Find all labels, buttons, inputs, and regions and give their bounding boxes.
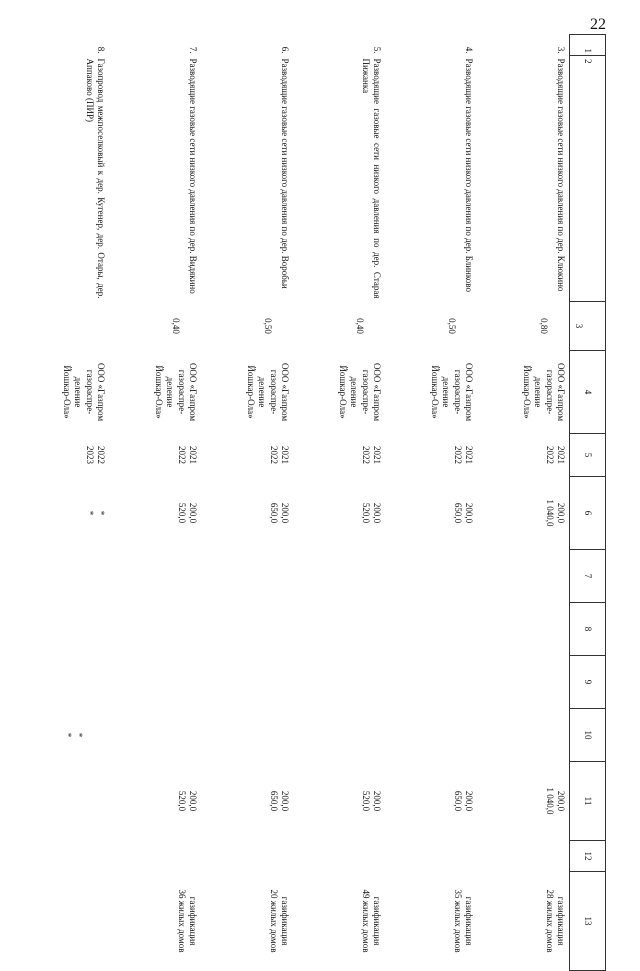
expected-result-line: газификация: [280, 896, 290, 946]
table-row: [477, 35, 570, 971]
expected-result-line: 35 жилых домов: [452, 889, 463, 953]
financing-col10-cell: [201, 709, 293, 762]
expected-result-line: газификация: [372, 896, 382, 946]
expected-result-line: 49 жилых домов: [360, 889, 371, 953]
project-name: Разводящие газовые сети низкого давления по дер. Воробьи: [280, 58, 290, 289]
financing-total-line: *: [96, 510, 106, 516]
organization-cell: [477, 351, 570, 434]
implementation-years-line: 2021: [280, 446, 290, 464]
implementation-years-cell: [477, 434, 570, 477]
empty-cell: [109, 656, 201, 709]
project-name: Разводящие газовые сети низкого давления по дер. Блинково: [464, 58, 474, 292]
implementation-years-cell: [201, 434, 293, 477]
implementation-years-line: 2022: [360, 446, 371, 464]
implementation-years-line: 2023: [84, 446, 95, 464]
organization-line: газораспре-: [176, 369, 187, 415]
financing-col11-line: 650,0: [268, 790, 279, 812]
financing-total-line: 200,0: [464, 502, 474, 524]
financing-total-line: 200,0: [372, 502, 382, 524]
empty-cell: [201, 550, 293, 603]
column-header: 12: [570, 841, 606, 872]
row-number: 3.: [556, 46, 566, 54]
expected-result-line: газификация: [464, 896, 474, 946]
column-header: 2: [570, 56, 606, 302]
expected-result-line: газификация: [188, 896, 198, 946]
organization-cell: [109, 351, 201, 434]
implementation-years-line: 2021: [464, 446, 474, 464]
financing-col11-line: 200,0: [464, 790, 474, 812]
table-row: [17, 35, 109, 971]
empty-cell: [293, 550, 385, 603]
expected-result-line: 36 жилых домов: [176, 889, 187, 953]
financing-col11-cell: [17, 762, 109, 841]
expected-result-cell: [385, 872, 477, 971]
expected-result-cell: [109, 872, 201, 971]
financing-total-cell: [385, 477, 477, 550]
financing-col11-line: 200,0: [280, 790, 290, 812]
network-length: 0,80: [539, 318, 549, 334]
project-name: Разводящие газовые сети низкого давления по дер. Видякино: [188, 58, 198, 294]
financing-col10-line: *: [62, 732, 73, 738]
rotated-table-container: [62, 34, 606, 953]
empty-cell: [201, 841, 293, 872]
implementation-years-cell: [109, 434, 201, 477]
implementation-years-line: 2022: [96, 446, 106, 464]
implementation-years-line: 2022: [452, 446, 463, 464]
expected-result-cell: [477, 872, 570, 971]
column-header: 11: [570, 762, 606, 841]
empty-cell: [385, 841, 477, 872]
table-row: [201, 35, 293, 971]
network-length: 0,50: [263, 318, 273, 334]
financing-total-cell: [477, 477, 570, 550]
financing-col11-line: 650,0: [452, 790, 463, 812]
empty-cell: [385, 550, 477, 603]
row-number: 6.: [280, 46, 290, 54]
empty-cell: [477, 603, 570, 656]
financing-col11-cell: [109, 762, 201, 841]
organization-line: Йошкар-Ола»: [246, 365, 257, 419]
organization-line: ООО «Газпром: [556, 362, 566, 422]
project-name: Разводящие газовые сети низкого давления по дер. Клюкино: [556, 58, 566, 292]
organization-line: деление: [533, 376, 544, 408]
expected-result-cell: [293, 872, 385, 971]
column-header: 5: [570, 434, 606, 477]
implementation-years-cell: [293, 434, 385, 477]
implementation-years-cell: [17, 434, 109, 477]
network-length: 0,40: [171, 318, 181, 334]
network-length: [17, 302, 109, 351]
financing-total-line: 200,0: [188, 502, 198, 524]
expected-result-line: газификация: [556, 896, 566, 946]
organization-line: Йошкар-Ола»: [522, 365, 533, 419]
organization-line: газораспре-: [84, 369, 95, 415]
implementation-years-line: 2021: [188, 446, 198, 464]
financing-total-line: 1 040,0: [544, 499, 555, 527]
financing-col11-cell: [201, 762, 293, 841]
financing-col11-cell: [477, 762, 570, 841]
table-row: [109, 35, 201, 971]
organization-line: газораспре-: [452, 369, 463, 415]
empty-cell: [17, 550, 109, 603]
organization-line: Йошкар-Ола»: [154, 365, 165, 419]
organization-cell: [201, 351, 293, 434]
network-length: 0,50: [447, 318, 457, 334]
organization-line: газораспре-: [268, 369, 279, 415]
organization-line: ООО «Газпром: [372, 362, 382, 422]
column-header: 8: [570, 603, 606, 656]
organization-cell: [385, 351, 477, 434]
financing-col10-cell: [109, 709, 201, 762]
column-header: 1: [570, 35, 606, 56]
empty-cell: [201, 603, 293, 656]
empty-cell: [293, 656, 385, 709]
investment-program-table: [17, 34, 606, 971]
page-number: 22: [590, 16, 606, 33]
project-name: Газопровод межпоселковый к дер. Кугенер, дер. Отары, дер. Аппаково (ПИР): [84, 58, 106, 299]
financing-total-cell: [17, 477, 109, 550]
financing-col10-cell: [17, 709, 109, 762]
organization-line: Йошкар-Ола»: [62, 365, 73, 419]
network-length: 0,40: [355, 318, 365, 334]
expected-result-line: 28 жилых домов: [544, 889, 555, 953]
column-header: 3: [570, 302, 606, 351]
organization-line: Йошкар-Ола»: [430, 365, 441, 419]
column-header: 13: [570, 872, 606, 971]
financing-col11-cell: [293, 762, 385, 841]
financing-col11-line: 200,0: [556, 790, 566, 812]
financing-col11-line: 1 040,0: [544, 787, 555, 815]
financing-col11-line: 520,0: [360, 790, 371, 812]
organization-line: ООО «Газпром: [464, 362, 474, 422]
column-number-header-row: [570, 35, 606, 971]
row-number: 4.: [464, 46, 474, 54]
empty-cell: [109, 550, 201, 603]
expected-result-cell: [17, 872, 109, 971]
empty-cell: [293, 841, 385, 872]
financing-col11-line: 520,0: [176, 790, 187, 812]
implementation-years-cell: [385, 434, 477, 477]
financing-total-line: 520,0: [176, 502, 187, 524]
organization-line: газораспре-: [360, 369, 371, 415]
empty-cell: [293, 603, 385, 656]
financing-total-cell: [109, 477, 201, 550]
organization-line: деление: [73, 376, 84, 408]
financing-total-cell: [201, 477, 293, 550]
empty-cell: [17, 656, 109, 709]
empty-cell: [109, 603, 201, 656]
empty-cell: [17, 841, 109, 872]
expected-result-cell: [201, 872, 293, 971]
financing-total-line: 200,0: [280, 502, 290, 524]
empty-cell: [17, 603, 109, 656]
financing-total-cell: [293, 477, 385, 550]
organization-line: деление: [165, 376, 176, 408]
financing-total-line: 520,0: [360, 502, 371, 524]
financing-col10-cell: [477, 709, 570, 762]
empty-cell: [477, 550, 570, 603]
organization-line: ООО «Газпром: [280, 362, 290, 422]
financing-col10-cell: [293, 709, 385, 762]
column-header: 7: [570, 550, 606, 603]
implementation-years-line: 2021: [372, 446, 382, 464]
column-header: 10: [570, 709, 606, 762]
row-number: 8.: [96, 46, 106, 54]
empty-cell: [385, 603, 477, 656]
empty-cell: [201, 656, 293, 709]
financing-col10-line: *: [74, 732, 84, 738]
organization-line: деление: [441, 376, 452, 408]
financing-total-line: 200,0: [556, 502, 566, 524]
table-row: [385, 35, 477, 971]
implementation-years-line: 2021: [556, 446, 566, 464]
empty-cell: [477, 841, 570, 872]
organization-line: деление: [257, 376, 268, 408]
financing-col11-line: 200,0: [188, 790, 198, 812]
table-row: [293, 35, 385, 971]
implementation-years-line: 2022: [176, 446, 187, 464]
empty-cell: [477, 656, 570, 709]
organization-cell: [17, 351, 109, 434]
financing-col11-line: 200,0: [372, 790, 382, 812]
expected-result-line: 20 жилых домов: [268, 889, 279, 953]
table-body: [17, 35, 570, 971]
financing-total-line: 650,0: [268, 502, 279, 524]
empty-cell: [109, 841, 201, 872]
organization-cell: [293, 351, 385, 434]
project-name: Разводящие газовые сети низкого давления по дер. Старая Пижанка: [360, 58, 382, 299]
organization-line: ООО «Газпром: [188, 362, 198, 422]
row-number: 7.: [188, 46, 198, 54]
organization-line: ООО «Газпром: [96, 362, 106, 422]
row-number: 5.: [372, 46, 382, 54]
financing-total-line: 650,0: [452, 502, 463, 524]
organization-line: газораспре-: [544, 369, 555, 415]
column-header: 4: [570, 351, 606, 434]
organization-line: Йошкар-Ола»: [338, 365, 349, 419]
financing-col10-cell: [385, 709, 477, 762]
empty-cell: [385, 656, 477, 709]
column-header: 9: [570, 656, 606, 709]
column-header: 6: [570, 477, 606, 550]
financing-total-line: *: [84, 510, 95, 516]
financing-col11-cell: [385, 762, 477, 841]
implementation-years-line: 2022: [268, 446, 279, 464]
implementation-years-line: 2022: [544, 446, 555, 464]
organization-line: деление: [349, 376, 360, 408]
